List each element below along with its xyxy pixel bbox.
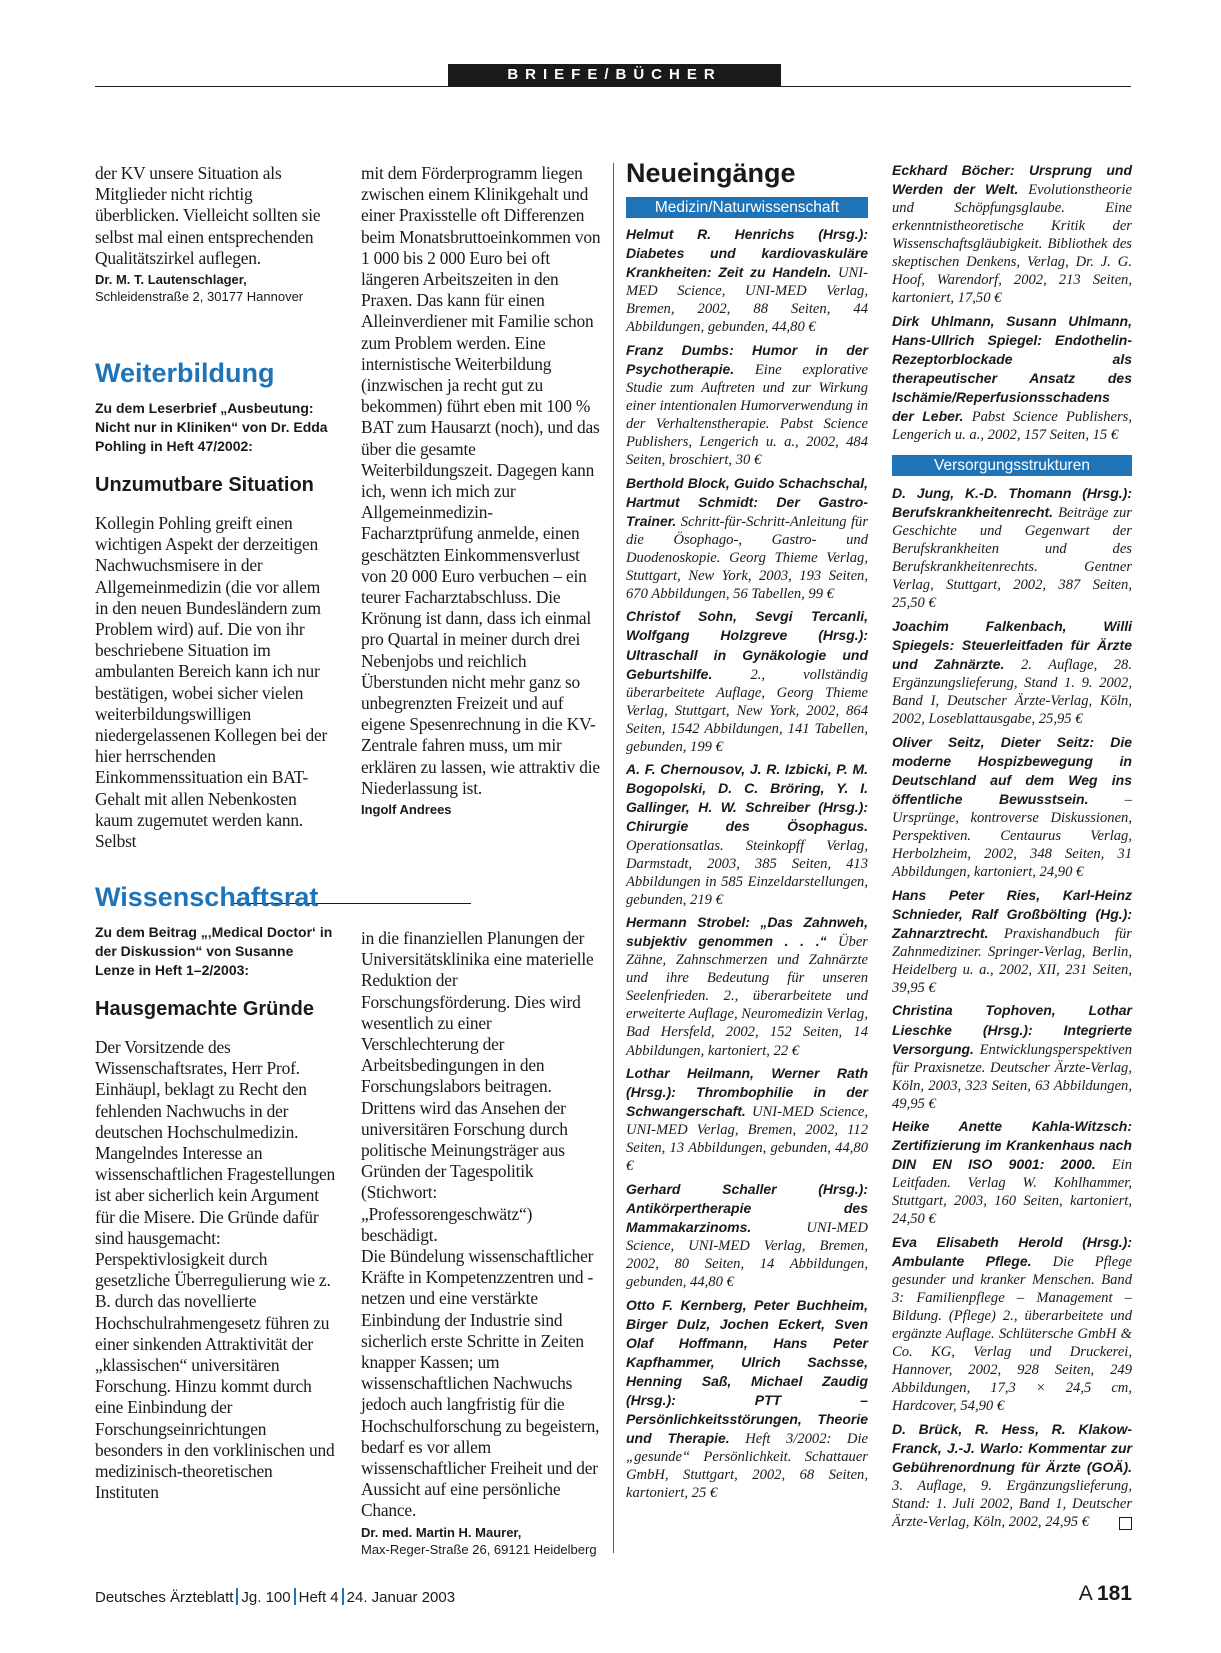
book-entry [892,161,1132,307]
book-entry [626,1296,868,1503]
book-details: UNI-MED Science, UNI-MED Verlag, Bremen, 2002, 112 Seiten, 13 Abbildungen, gebunden, 44,80 € [626,1104,868,1175]
page-number-value: 181 [1096,1582,1132,1605]
category-label: Medizin/Naturwissenschaft [626,197,868,218]
book-authors-title: Christina Tophoven, Lothar Lieschke (Hrsg.): Integrierte Versorgung. [892,1002,1132,1057]
book-entry [892,484,1132,612]
weiterbildung-section [95,357,335,852]
book-entry [892,1001,1132,1112]
journal-issue: Heft 4 [298,1589,339,1606]
book-authors-title: Christof Sohn, Sevgi Tercanli, Wolfgang Holzgreve (Hrsg.): Ultraschall in Gynäkologie und Geburtshilfe. [626,608,868,682]
section-header: BRIEFE/BÜCHER [448,64,781,86]
book-authors-title: Joachim Falkenbach, Willi Spiegels: Steuerleitfaden für Ärzte und Zahnärzte. [892,618,1132,673]
book-details: Ein Leitfaden. Verlag W. Kohlhammer, Stuttgart, 2003, 160 Seiten, kartoniert, 24,50 € [892,1157,1133,1228]
book-details: UNI-MED Science, UNI-MED Verlag, Bremen, 2002, 88 Seiten, 44 Abbildungen, gebunden, 44,80 € [626,265,868,336]
journal-date: 24. Januar 2003 [346,1589,456,1606]
book-details: Pabst Science Publishers, Lengerich u. a., 2002, 157 Seiten, 15 € [892,409,1132,444]
book-details: 3. Auflage, 9. Ergänzungslieferung, Stand: 1. Juli 2002, Band 1, Deutscher Ärzte-Verlag, Köln, 2002, 24,95 € [892,1478,1132,1531]
neueingaenge-continued [892,161,1132,1536]
book-authors-title: Helmut R. Henrichs (Hrsg.): Diabetes und kardiovaskuläre Krankheiten: Zeit zu Handeln. [626,226,868,281]
book-authors-title: D. Brück, R. Hess, R. Klakow-Franck, J.-J. Warlo: Kommentar zur Gebührenordnung für Ärzte (GOÄ). [892,1421,1132,1476]
book-authors-title: Otto F. Kernberg, Peter Buchheim, Birger Dulz, Jochen Eckert, Sven Olaf Hoffmann, Hans Peter Kapfhammer, Ulrich Sachsse, Henning Saß, Michael Zaudig (Hrsg.): PTT – Persönlichkeitsstörungen, Theorie und Therapie. [626,1296,868,1446]
book-authors-title: Berthold Block, Guido Schachschal, Hartmut Schmidt: Der Gastro-Trainer. [626,474,868,529]
book-authors-title: Franz Dumbs: Humor in der Psychotherapie. [626,341,868,377]
book-entry [626,225,868,336]
book-details: 2., vollständig überarbeitete Auflage, Georg Thieme Verlag, Stuttgart, New York, 2002, 864 Seiten, 1542 Abbildungen, 141 Tabellen, gebunden, 199 € [626,666,868,755]
book-entry [626,913,868,1059]
wissenschaftsrat-continued [361,928,601,1558]
letter-address: Schleidenstraße 2, 30177 Hannover [95,289,304,305]
book-entry [626,341,868,469]
book-authors-title: A. F. Chernousov, J. R. Izbicki, P. M. Bogopolski, D. C. Bröring, Y. I. Gallinger, H. W. Schreiber (Hrsg.): Chirurgie des Ösophagus. [626,761,868,835]
book-authors-title: Hermann Strobel: „Das Zahnweh, subjektiv genommen . . .“ [626,914,868,950]
book-entry [892,312,1132,444]
book-list [626,225,868,1502]
footer-separator [294,1588,296,1605]
book-list [892,161,1132,444]
footer-separator [236,1588,238,1605]
book-authors-title: Hans Peter Ries, Karl-Heinz Schnieder, Ralf Großbölting (Hg.): Zahnarztrecht. [892,886,1132,941]
book-details: Praxishandbuch für Zahnmediziner. Springer-Verlag, Berlin, Heidelberg u. a., 2002, XII, 231 Seiten, 39,95 € [892,925,1132,996]
letter-body-continued: mit dem Förderprogramm liegen zwischen einem Klinikgehalt und einer Praxisstelle oft Differenzen beim Monatsbruttoeinkommen von 1 000 bis 2 000 Euro bei oft längeren Arbeitszeiten in den Praxen. Das kann für einen Alleinverdiener mit Familie schon zum Problem werden. Eine internistische Weiterbildung (inzwischen ja recht gut zu bekommen) führt eben mit 100 % BAT zum Hausarzt (noch), und das über die gesamte Weiterbildungszeit. Dagegen kann ich, wenn ich mich zur Allgemeinmedizin-Facharztprüfung anmelde, einen geschätzten Einkommensverlust von 20 000 Euro verbuchen – ein teurer Facharztabschluss. Die Krönung ist dann, dass ich einmal pro Quartal in meiner durch drei Nebenjobs und reichlich Überstunden nicht mehr ganz so unbegrenzten Freizeit und auf eigene Spesenrechnung in die KV-Zentrale fahren muss, um mir erklären zu lassen, wie attraktiv die Niederlassung ist. [361,163,601,798]
letter-title: Hausgemachte Gründe [95,998,314,1020]
page-number [1079,1582,1132,1606]
section-heading: Wissenschaftsrat [95,882,319,912]
book-details: – Ursprünge, kontroverse Diskussionen, Perspektiven. Centaurus Verlag, Herbolzheim, 2002, 348 Seiten, 31 Abbildungen, kartoniert, 24,90 € [892,791,1132,881]
book-details: Schritt-für-Schritt-Anleitung für die Ösophago-, Gastro- und Duodenoskopie. Georg Thieme Verlag, Stuttgart, New York, 2003, 193 Seiten, 670 Abbildungen, 56 Tabellen, 99 € [626,513,868,602]
book-entry [626,760,868,908]
wissenschaftsrat-section [95,881,335,1503]
book-entry [892,1420,1132,1531]
book-list [892,484,1132,1531]
letter-intro: Zu dem Beitrag „‚Medical Doctor‘ in der Diskussion“ von Susanne Lenze in Heft 1–2/2003: [95,924,333,978]
book-authors-title: Eckhard Böcher: Ursprung und Werden der Welt. [892,162,1132,198]
book-authors-title: Eva Elisabeth Herold (Hrsg.): Ambulante Pflege. [892,1234,1132,1270]
book-details: Evolutionstheorie und Schöpfungsglaube. Eine erkenntnistheoretische Kritik der Wissenschaftsgläubigkeit. Bibliothek des skeptischen Denkens, Verlag, Dr. J. G. Hoof, Warendorf, 2002, 213 Seiten, kartoniert, 17,50 € [892,182,1132,307]
book-details: Über Zähne, Zahnschmerzen und Zahnärzte und ihre Bedeutung für unseren Seelenfrieden. 2., überarbeitete und erweiterte Auflage, Neuromedizin Verlag, Bad Hersfeld, 2002, 152 Seiten, 14 Abbildungen, kartoniert, 22 € [626,934,868,1059]
book-details: Entwicklungsperspektiven für Praxisnetze. Deutscher Ärzte-Verlag, Köln, 2003, 323 Seiten, 63 Abbildungen, 49,95 € [892,1041,1132,1112]
book-entry [626,1180,868,1291]
letter-body-paragraph: Die Bündelung wissenschaftlicher Kräfte in Kompetenzzentren und -netzen und eine verstärkte Einbindung der Industrie sind sicherlich erste Schritte in Zeiten knapper Kassen; um wissenschaftlichen Nachwuchs jedoch auch langfristig für die Hochschulforschung zu begeistern, bedarf es vor allem wissenschaftlicher Freiheit und der Aussicht auf eine persönliche Chance. [361,1246,600,1521]
book-details: UNI-MED Science, UNI-MED Verlag, Bremen, 2002, 80 Seiten, 14 Abbildungen, gebunden, 44,80 € [626,1219,868,1291]
book-entry [626,474,868,603]
book-entry [626,1064,868,1175]
letter-address: Max-Reger-Straße 26, 69121 Heidelberg [361,1541,597,1557]
book-authors-title: Gerhard Schaller (Hrsg.): Antikörpertherapie des Mammakarzinoms. [626,1180,868,1235]
book-entry [892,1117,1132,1228]
letter-intro: Zu dem Leserbrief „Ausbeutung: Nicht nur in Kliniken“ von Dr. Edda Pohling in Heft 47/2002: [95,400,328,454]
column-rule [613,163,614,1553]
neueingaenge-section [626,157,868,1507]
section-heading: Weiterbildung [95,358,275,388]
col1-top [95,163,335,305]
header-rule [95,86,1131,87]
book-authors-title: Dirk Uhlmann, Susann Uhlmann, Hans-Ullrich Spiegel: Endothelin-Rezeptorblockade als therapeutischer Ansatz des Ischämie/Reperfusionsschadens der Leber. [892,312,1132,425]
book-authors-title: Heike Anette Kahla-Witzsch: Zertifizierung im Krankenhaus nach DIN EN ISO 9001: 2000. [892,1118,1132,1173]
letter-title: Unzumutbare Situation [95,474,314,496]
book-details: Heft 3/2002: Die „gesunde“ Persönlichkeit. Schattauer GmbH, Stuttgart, 2002, 68 Seiten, kartoniert, 25 € [626,1430,868,1502]
letter-continuation: der KV unsere Situation als Mitglieder nicht richtig überblicken. Vielleicht sollten sie selbst mal einen entsprechenden Qualitätszirkel auflegen. [95,163,321,268]
book-entry [892,617,1132,728]
col2-top [361,163,601,818]
footer-separator [342,1588,344,1605]
book-details: Die Pflege gesunder und kranker Menschen. Band 3: Familienpflege – Management – Bildung. (Pflege) 2., überarbeitete und ergänzte Auflage. Schlütersche GmbH & Co. KG, Verlag und Druckerei, Hannover, 2002, 928 Seiten, 249 Abbildungen, 17,3 × 24,5 cm, Hardcover, 54,90 € [892,1254,1132,1415]
end-of-article-mark [1119,1517,1132,1530]
book-details: 2. Auflage, 28. Ergänzungslieferung, Stand 1. 9. 2002, Band I, Deutscher Ärzte-Verlag, Köln, 2002, Loseblattausgabe, 25,95 € [892,657,1132,728]
book-entry [892,886,1132,997]
footer-citation [95,1588,455,1606]
letter-body: Der Vorsitzende des Wissenschaftsrates, Herr Prof. Einhäupl, beklagt zu Recht den fehlenden Nachwuchs in der deutschen Hochschulmedizin. Mangelndes Interesse an wissenschaftlichen Fragestellungen ist aber sicherlich kein Argument für die Misere. Die Gründe dafür sind hausgemacht: Perspektivlosigkeit durch gesetzliche Überregulierung wie z. B. durch das novellierte Hochschulrahmengesetz führen zu einer sinkenden Attraktivität der „klassischen“ universitären Forschung. Hinzu kommt durch eine Einbindung der Forschungseinrichtungen besonders in den vorklinischen und medizinisch-theoretischen Instituten [95,1037,335,1503]
letter-signature: Ingolf Andrees [361,802,452,818]
letter-body-continued: in die finanziellen Planungen der Universitätsklinika eine materielle Reduktion der Forschungsförderung. Dies wird wesentlich zu einer Verschlechterung der Arbeitsbedingungen in den Forschungslabors beitragen. Drittens wird das Ansehen der universitären Forschung durch politische Meinungsträger aus Gründen der Tagespolitik (Stichwort: „Professorengeschwätz“) beschädigt. [361,928,594,1245]
letter-signature: Dr. M. T. Lautenschlager, [95,272,247,288]
letter-body: Kollegin Pohling greift einen wichtigen Aspekt der derzeitigen Nachwuchsmisere in der Allgemeinmedizin (die vor allem in den neuen Bundesländern zum Problem wird) auf. Die von ihr beschriebene Situation im ambulanten Bereich kann ich nur bestätigen, wobei sicher vielen weiterbildungswilligen niedergelassenen Kollegen bei der hier herrschenden Einkommenssituation ein BAT-Gehalt mit allen Nebenkosten kaum zugemutet werden kann. Selbst [95,513,328,852]
book-details: Eine explorative Studie zum Auftreten und zur Wirkung einer intentionalen Humorverwendung in der Verhaltenstherapie. Pabst Science Publishers, Lengerich u. a., 2002, 484 Seiten, broschiert, 30 € [626,361,868,469]
page-prefix: A [1078,1582,1093,1605]
letter-signature: Dr. med. Martin H. Maurer, [361,1524,522,1540]
book-details: Operationsatlas. Steinkopff Verlag, Darmstadt, 2003, 385 Seiten, 413 Abbildungen in 585 Einzeldarstellungen, gebunden, 219 € [626,837,868,908]
book-entry [892,1233,1132,1415]
book-entry [892,733,1132,881]
book-details: Beiträge zur Geschichte und Gegenwart der Berufskrankheiten und des Berufskrankheitenrechts. Gentner Verlag, Stuttgart, 2002, 387 Seiten, 25,50 € [892,505,1132,612]
book-entry [626,607,868,755]
book-authors-title: Lothar Heilmann, Werner Rath (Hrsg.): Thrombophilie in der Schwangerschaft. [626,1065,868,1120]
journal-name: Deutsches Ärzteblatt [95,1589,234,1606]
neueingaenge-title: Neueingänge [626,158,796,188]
book-authors-title: Oliver Seitz, Dieter Seitz: Die moderne Hospizbewegung in Deutschland auf dem Weg ins öffentliche Bewusstsein. [892,733,1132,807]
category-label: Versorgungsstrukturen [892,455,1132,476]
journal-volume: Jg. 100 [241,1589,291,1606]
book-authors-title: D. Jung, K.-D. Thomann (Hrsg.): Berufskrankheitenrecht. [892,485,1132,521]
